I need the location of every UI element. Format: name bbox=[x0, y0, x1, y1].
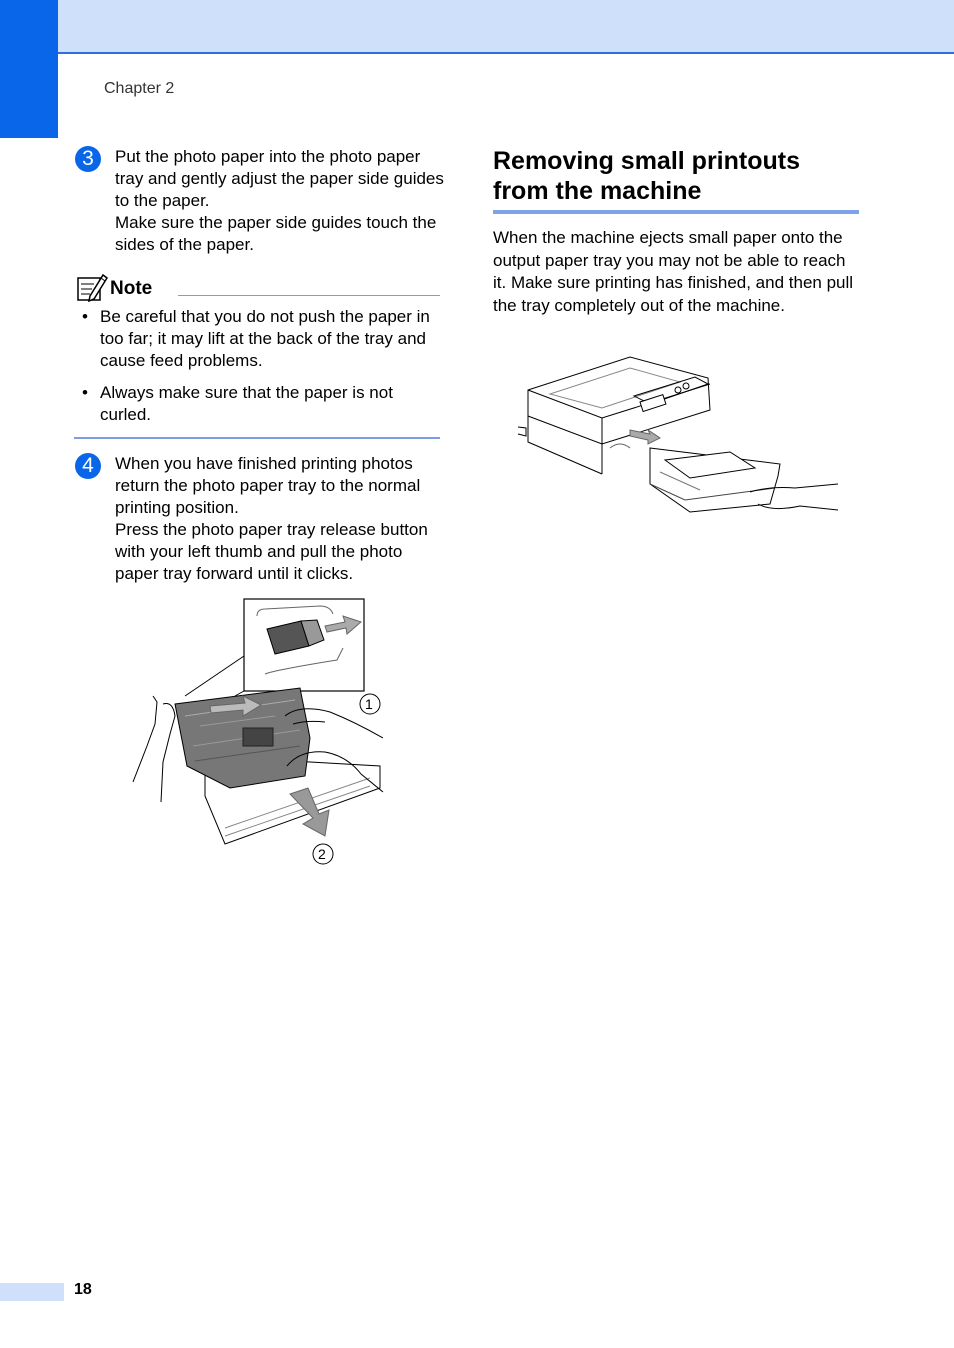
note-box bbox=[74, 272, 440, 436]
step-3-number: 3 bbox=[75, 146, 101, 172]
callout-2-label: 2 bbox=[318, 846, 326, 862]
step-3 bbox=[75, 146, 445, 256]
step-4-number: 4 bbox=[75, 453, 101, 479]
photo-tray-illustration bbox=[125, 596, 390, 868]
step-4 bbox=[75, 453, 445, 585]
step-4-subtext: Press the photo paper tray release button with your left thumb and pull the photo paper tray forward until it clicks. bbox=[115, 520, 428, 583]
note-item: • Always make sure that the paper is not curled. bbox=[82, 383, 393, 424]
step-3-text: Put the photo paper into the photo paper tray and gently adjust the paper side guides to the paper. bbox=[115, 147, 444, 210]
section-heading-rule bbox=[493, 210, 859, 214]
photo-tray-drawing bbox=[125, 596, 390, 868]
callout-1-label: 1 bbox=[365, 696, 373, 712]
note-list bbox=[74, 306, 440, 426]
step-3-subtext: Make sure the paper side guides touch the sides of the paper. bbox=[115, 213, 437, 254]
section-body-text: When the machine ejects small paper onto the output paper tray you may not be able to reach it. Make sure printing has finished, and then pull the tray completely out of the machine. bbox=[493, 228, 854, 315]
note-item: • Be careful that you do not push the paper in too far; it may lift at the back of the tray and cause feed problems. bbox=[82, 307, 430, 370]
note-title: Note bbox=[110, 278, 153, 299]
note-divider bbox=[178, 295, 440, 296]
page-number: 18 bbox=[74, 1281, 92, 1298]
header-band bbox=[0, 0, 954, 54]
note-bottom-rule bbox=[74, 437, 440, 439]
step-4-text: When you have finished printing photos return the photo paper tray to the normal printing position. bbox=[115, 454, 421, 517]
chapter-label: Chapter 2 bbox=[104, 80, 175, 97]
chapter-side-tab bbox=[0, 0, 58, 138]
footer-band bbox=[0, 1283, 64, 1301]
note-pencil-icon bbox=[76, 272, 108, 302]
printer-drawing bbox=[510, 352, 845, 522]
printer-illustration bbox=[510, 352, 845, 522]
section-heading: Removing small printouts from the machine bbox=[493, 147, 800, 205]
